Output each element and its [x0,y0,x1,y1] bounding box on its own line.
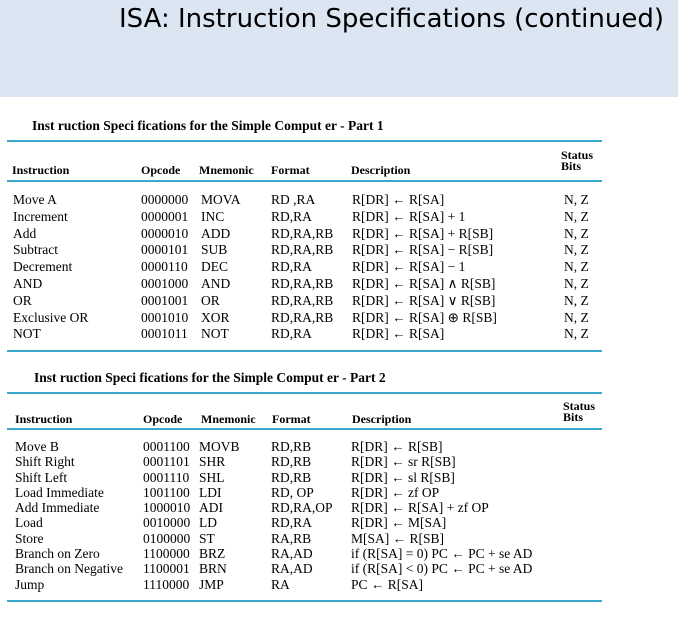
header-status-bits [561,150,593,172]
cell-mnemonic: DEC [201,259,228,275]
table-row [7,454,602,469]
cell-instruction: Increment [13,208,68,224]
cell-description: R[DR] ← R[SA] ∧ R[SB] [352,275,496,291]
table-row [7,500,602,515]
header-instruction: Instruction [15,412,73,426]
cell-opcode: 1110000 [143,576,190,592]
cell-description: PC ← R[SA] [351,576,424,592]
cell-instruction: Branch on Zero [15,546,100,562]
cell-description: R[DR] ← R[SA] ∨ R[SB] [352,292,496,308]
cell-description: if (R[SA] < 0) PC ← PC + se AD [351,561,533,577]
table-row [7,326,602,343]
cell-status: N, Z [564,208,589,224]
cell-mnemonic: OR [201,292,220,308]
cell-mnemonic: XOR [201,309,230,325]
cell-format: RD,RA,RB [271,225,334,241]
cell-description: R[DR] ← R[SA] − R[SB] [352,242,494,258]
cell-status: N, Z [564,242,589,258]
cell-mnemonic: SHR [199,454,226,470]
header-opcode: Opcode [141,163,181,177]
cell-opcode: 0001110 [143,469,190,485]
table-row [7,515,602,530]
cell-opcode: 0000010 [141,225,189,241]
cell-status: N, Z [564,192,589,207]
header-status-line2: Bits [563,410,584,424]
cell-opcode: 0001101 [143,454,190,470]
cell-instruction: Store [15,530,44,546]
table-row [7,546,602,561]
cell-instruction: Add [13,225,37,241]
cell-status: N, Z [564,275,589,291]
cell-mnemonic: SUB [201,242,228,258]
cell-format: RD ,RA [271,192,316,207]
cell-format: RD,RB [271,454,312,470]
table-caption: Inst ruction Speci fications for the Simple Comput er - Part 1 [32,118,384,133]
cell-format: RD,RA [271,515,312,531]
cell-opcode: 1100001 [143,561,190,577]
cell-mnemonic: ADD [201,225,231,241]
table-caption: Inst ruction Speci fications for the Simple Comput er - Part 2 [34,370,386,385]
cell-instruction: Load [15,515,43,531]
table-row [7,192,602,209]
cell-instruction: Shift Right [15,454,75,470]
cell-opcode: 0010000 [143,515,191,531]
cell-opcode: 0001010 [141,309,189,325]
header-format: Format [271,163,310,177]
cell-description: R[DR] ← R[SA] + 1 [352,208,466,224]
cell-opcode: 0001100 [143,439,190,454]
cell-instruction: Jump [15,576,45,592]
cell-description: M[SA] ← R[SB] [351,530,445,546]
cell-description: R[DR] ← R[SA] ⊕ R[SB] [352,309,497,325]
table-row [7,310,602,327]
header-opcode: Opcode [143,412,183,426]
cell-opcode: 0001011 [141,326,188,342]
cell-format: RD,RA [271,208,312,224]
header-mnemonic: Mnemonic [201,412,256,426]
table-row [7,226,602,243]
cell-instruction: Move B [15,439,59,454]
cell-mnemonic: SHL [199,469,225,485]
cell-opcode: 0000000 [141,192,189,207]
cell-description: R[DR] ← R[SA] + R[SB] [352,225,494,241]
cell-opcode: 0000101 [141,242,189,258]
header-instruction: Instruction [12,163,70,177]
cell-mnemonic: LD [199,515,217,531]
header-description: Description [351,163,411,177]
cell-instruction: Subtract [13,242,58,258]
cell-description: R[DR] ← R[SA] [352,192,445,207]
cell-format: RD,RA,OP [271,500,333,516]
cell-description: R[DR] ← zf OP [351,484,440,500]
cell-opcode: 0001000 [141,275,189,291]
table-top-rule [7,140,602,142]
cell-mnemonic: BRZ [199,546,226,562]
cell-mnemonic: INC [201,208,225,224]
table-bottom-rule [7,350,602,352]
cell-instruction: Decrement [13,259,73,275]
cell-status: N, Z [564,259,589,275]
instruction-table-part-1 [7,110,602,360]
header-status-bits [563,401,595,423]
table-row [7,485,602,500]
cell-description: R[DR] ← R[SA] + zf OP [351,500,489,516]
table-row [7,470,602,485]
cell-description: R[DR] ← M[SA] [351,515,447,531]
header-status-line2: Bits [561,159,582,173]
slide-title: ISA: Instruction Specifications (continued) [118,4,664,34]
cell-mnemonic: ST [199,530,215,546]
cell-mnemonic: ADI [199,500,223,516]
cell-status: N, Z [564,326,589,342]
cell-description: R[DR] ← sr R[SB] [351,454,456,470]
cell-mnemonic: BRN [199,561,227,577]
table-bottom-rule [7,600,602,602]
cell-format: RD,RA,RB [271,242,334,258]
cell-mnemonic: MOVB [199,439,240,454]
table-body [7,192,602,343]
cell-description: R[DR] ← sl R[SB] [351,469,455,485]
table-row [7,276,602,293]
table-row [7,577,602,592]
cell-instruction: Branch on Negative [15,561,123,577]
cell-mnemonic: JMP [199,576,224,592]
cell-opcode: 1001100 [143,484,190,500]
cell-instruction: NOT [13,326,41,342]
cell-format: RD,RA [271,326,312,342]
cell-instruction: Shift Left [15,469,68,485]
cell-format: RA,AD [271,561,313,577]
cell-description: R[DR] ← R[SA] [352,326,445,342]
table-row [7,561,602,576]
cell-format: RD, OP [271,484,314,500]
cell-status: N, Z [564,309,589,325]
cell-opcode: 1100000 [143,546,190,562]
cell-instruction: Exclusive OR [13,309,89,325]
cell-opcode: 1000010 [143,500,191,516]
cell-opcode: 0100000 [143,530,191,546]
cell-instruction: Move A [13,192,57,207]
header-description: Description [352,412,412,426]
table-row [7,209,602,226]
cell-instruction: OR [13,292,32,308]
table-body [7,439,602,592]
cell-format: RA,AD [271,546,313,562]
cell-mnemonic: AND [201,275,231,291]
cell-mnemonic: NOT [201,326,229,342]
cell-format: RD,RA,RB [271,292,334,308]
cell-description: R[DR] ← R[SB] [351,439,443,454]
instruction-table-part-2 [7,362,602,607]
cell-opcode: 0000110 [141,259,188,275]
cell-format: RD,RA,RB [271,275,334,291]
cell-instruction: Add Immediate [15,500,100,516]
cell-instruction: Load Immediate [15,484,104,500]
cell-status: N, Z [564,225,589,241]
cell-format: RD,RA,RB [271,309,334,325]
header-status-line1: Status [563,399,596,413]
cell-format: RD,RB [271,469,312,485]
header-mnemonic: Mnemonic [199,163,254,177]
table-row [7,259,602,276]
cell-instruction: AND [13,275,43,291]
table-row [7,439,602,454]
cell-mnemonic: LDI [199,484,222,500]
cell-opcode: 0000001 [141,208,189,224]
table-row [7,242,602,259]
cell-format: RA,RB [271,530,312,546]
header-rule [7,180,602,182]
table-row [7,531,602,546]
cell-format: RD,RA [271,259,312,275]
header-rule [7,428,602,430]
cell-format: RA [271,576,290,592]
table-row [7,293,602,310]
cell-format: RD,RB [271,439,312,454]
cell-description: if (R[SA] = 0) PC ← PC + se AD [351,546,533,562]
cell-status: N, Z [564,292,589,308]
cell-opcode: 0001001 [141,292,189,308]
header-format: Format [272,412,311,426]
cell-mnemonic: MOVA [201,192,241,207]
cell-description: R[DR] ← R[SA] − 1 [352,259,466,275]
header-status-line1: Status [561,148,594,162]
table-top-rule [7,392,602,394]
